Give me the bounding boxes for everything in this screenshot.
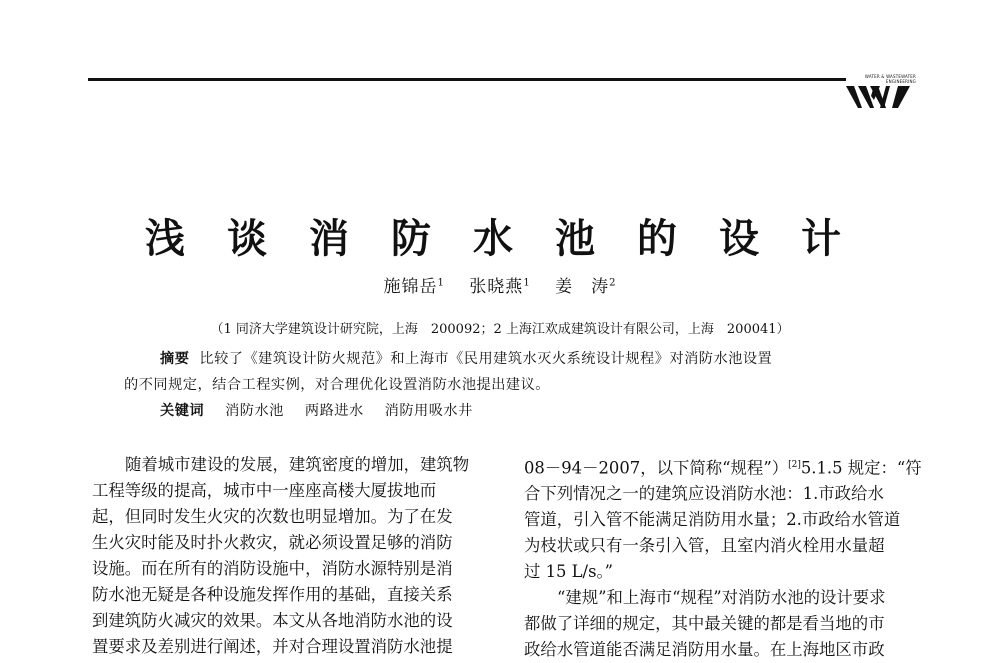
keyword-item: 消防水池 xyxy=(225,403,284,419)
body-column-right xyxy=(524,452,922,663)
body-line: 生火灾时能及时扑火救灾，就必须设置足够的消防 xyxy=(92,533,453,552)
author-2: 张晓燕$^1$ xyxy=(469,277,531,297)
author-1: 施锦岳$^1$ xyxy=(383,277,445,297)
body-line: 工程等级的提高，城市中一座座高楼大厦拔地而 xyxy=(92,481,437,500)
abstract-label: 摘要 xyxy=(160,351,190,367)
header-rule xyxy=(88,78,846,81)
body-line: 08－94－2007，以下简称“规程”）[2]5.1.5 规定：“符 xyxy=(524,458,922,478)
affiliations: （1 同济大学建筑设计研究院，上海 200092；2 上海江欢成建筑设计有限公司，上海 200041） xyxy=(210,322,790,337)
body-line: 管道，引入管不能满足消防用水量；2.市政给水管道 xyxy=(524,510,901,530)
author-list xyxy=(0,272,1000,297)
body-line: “建规”和上海市“规程”对消防水池的设计要求 xyxy=(557,588,886,608)
keyword-item: 两路进水 xyxy=(304,403,364,419)
keyword-item: 消防用吸水井 xyxy=(384,403,473,419)
keywords-label: 关键词 xyxy=(160,403,205,419)
abstract-text-1: 比较了《建筑设计防火规范》和上海市《民用建筑水灭火系统设计规程》对消防水池设置 xyxy=(199,351,773,367)
body-line: 设施。而在所有的消防设施中，消防水源特别是消 xyxy=(92,559,453,578)
body-line: 到建筑防火减灾的效果。本文从各地消防水池的设 xyxy=(92,611,453,630)
body-line: 防水池无疑是各种设施发挥作用的基础，直接关系 xyxy=(92,585,453,604)
logo-caption: WATER & WASTEWATER ENGINEERING xyxy=(864,74,916,84)
abstract xyxy=(124,346,884,398)
body-line: 合下列情况之一的建筑应设消防水池：1.市政给水 xyxy=(524,484,884,504)
abstract-text-2: 的不同规定，结合工程实例，对合理优化设置消防水池提出建议。 xyxy=(124,377,550,393)
body-line: 都做了详细的规定，其中最关键的都是看当地的市 xyxy=(524,614,885,634)
article-title: 浅谈消防水池的设计 xyxy=(145,216,883,262)
author-3: 姜 涛$^2$ xyxy=(555,277,617,297)
body-line: 过 15 L/s。” xyxy=(524,562,614,582)
keywords xyxy=(160,400,489,420)
body-line: 为枝状或只有一条引入管，且室内消火栓用水量超 xyxy=(524,536,885,556)
citation-ref: [2] xyxy=(788,460,801,470)
body-column-left xyxy=(92,452,484,660)
body-line: 置要求及差别进行阐述，并对合理设置消防水池提 xyxy=(92,637,453,656)
body-line: 随着城市建设的发展，建筑密度的增加，建筑物 xyxy=(125,455,470,474)
body-line: 起，但同时发生火灾的次数也明显增加。为了在发 xyxy=(92,507,453,526)
journal-logo xyxy=(840,74,916,118)
body-line: 政给水管道能否满足消防用水量。在上海地区市政 xyxy=(524,640,885,660)
